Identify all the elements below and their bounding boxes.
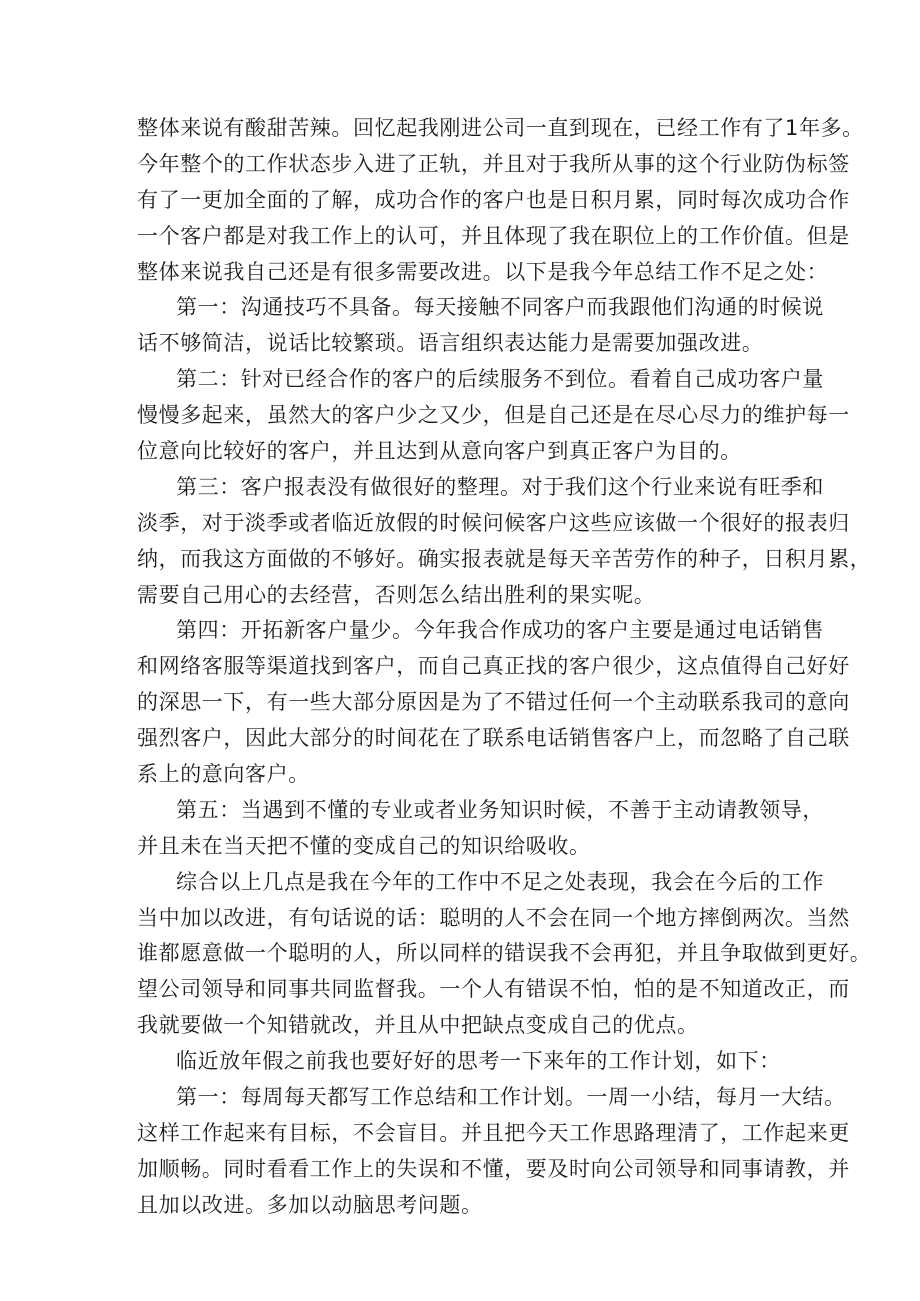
text-line: 谁都愿意做一个聪明的人，所以同样的错误我不会再犯，并且争取做到更好。 (137, 941, 872, 966)
text-line: 整体来说有酸甜苦辣。回忆起我刚进公司一直到现在，已经工作有了1年多。 (137, 116, 864, 140)
text-line: 加顺畅。同时看看工作上的失误和不懂，要及时向公司领导和同事请教，并 (137, 1156, 850, 1181)
text-line: 系上的意向客户。 (137, 762, 310, 787)
text-line: 望公司领导和同事共同监督我。一个人有错误不怕，怕的是不知道改正，而 (137, 977, 850, 1002)
text-line: 第四：开拓新客户量少。今年我合作成功的客户主要是通过电话销售 (176, 618, 824, 643)
text-line: 并且未在当天把不懂的变成自己的知识给吸收。 (137, 833, 591, 858)
text-line: 慢慢多起来，虽然大的客户少之又少，但是自己还是在尽心尽力的维护每一 (137, 403, 850, 428)
text-line: 和网络客服等渠道找到客户，而自己真正找的客户很少，这点值得自己好好 (137, 654, 850, 679)
text-line: 需要自己用心的去经营，否则怎么结出胜利的果实呢。 (137, 582, 656, 607)
text-line: 第五：当遇到不懂的专业或者业务知识时候，不善于主动请教领导， (176, 797, 824, 822)
text-line: 当中加以改进，有句话说的话：聪明的人不会在同一个地方摔倒两次。当然 (137, 905, 850, 930)
text-line: 整体来说我自己还是有很多需要改进。以下是我今年总结工作不足之处： (137, 259, 829, 284)
text-line: 且加以改进。多加以动脑思考问题。 (137, 1192, 483, 1217)
text-line: 综合以上几点是我在今年的工作中不足之处表现，我会在今后的工作 (176, 869, 824, 894)
text-line: 的深思一下，有一些大部分原因是为了不错过任何一个主动联系我司的意向 (137, 690, 850, 715)
text-line: 一个客户都是对我工作上的认可，并且体现了我在职位上的工作价值。但是 (137, 223, 850, 248)
text-line: 强烈客户，因此大部分的时间花在了联系电话销售客户上，而忽略了自己联 (137, 726, 850, 751)
text-line: 第一：每周每天都写工作总结和工作计划。一周一小结，每月一大结。 (176, 1085, 846, 1110)
text-line: 纳，而我这方面做的不够好。确实报表就是每天辛苦劳作的种子，日积月累， (137, 546, 872, 571)
text-line: 我就要做一个知错就改，并且从中把缺点变成自己的优点。 (137, 1013, 699, 1038)
text-line: 第一：沟通技巧不具备。每天接触不同客户而我跟他们沟通的时候说 (176, 295, 824, 320)
text-line: 临近放年假之前我也要好好的思考一下来年的工作计划，如下： (176, 1049, 781, 1074)
text-line: 第二：针对已经合作的客户的后续服务不到位。看着自己成功客户量 (176, 367, 824, 392)
text-line: 第三：客户报表没有做很好的整理。对于我们这个行业来说有旺季和 (176, 474, 824, 499)
text-line: 有了一更加全面的了解，成功合作的客户也是日积月累，同时每次成功合作 (137, 187, 850, 212)
text-line: 位意向比较好的客户，并且达到从意向客户到真正客户为目的。 (137, 439, 742, 464)
text-line: 淡季，对于淡季或者临近放假的时候问候客户这些应该做一个很好的报表归 (137, 510, 850, 535)
text-line: 话不够简洁，说话比较繁琐。语言组织表达能力是需要加强改进。 (137, 331, 764, 356)
text-line: 今年整个的工作状态步入进了正轨，并且对于我所从事的这个行业防伪标签 (137, 151, 850, 176)
document-body (0, 111, 920, 1224)
text-line: 这样工作起来有目标，不会盲目。并且把今天工作思路理清了，工作起来更 (137, 1120, 850, 1145)
